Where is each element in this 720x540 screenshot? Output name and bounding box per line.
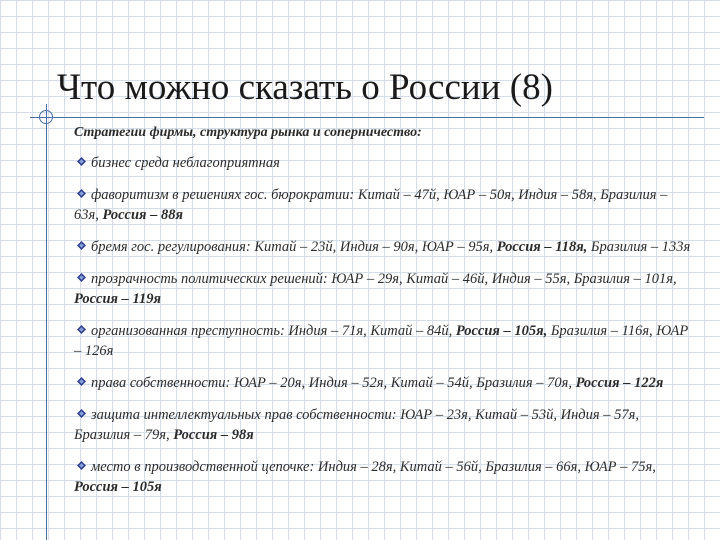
diamond-star-icon <box>77 157 86 166</box>
list-item-text: бизнес среда неблагоприятная <box>91 155 280 171</box>
russia-ranking: Россия – 119я <box>74 291 161 307</box>
list-item <box>74 185 694 225</box>
slide-title: Что можно сказать о России (8) <box>57 67 553 108</box>
left-vertical-rule <box>46 104 47 540</box>
diamond-star-icon <box>77 189 86 198</box>
diamond-star-icon <box>77 461 86 470</box>
diamond-star-icon <box>77 409 86 418</box>
list-item <box>74 373 694 393</box>
diamond-star-icon <box>77 325 86 334</box>
list-item-text: бремя гос. регулирования: Китай – 23й, Индия – 90я, ЮАР – 95я, <box>91 239 497 255</box>
rule-circle-ornament <box>39 110 53 124</box>
list-item <box>74 405 694 445</box>
list-item <box>74 237 694 257</box>
russia-ranking: Россия – 88я <box>102 207 183 223</box>
list-item-text: права собственности: ЮАР – 20я, Индия – 52я, Китай – 54й, Бразилия – 70я, <box>91 375 576 391</box>
list-item-text: защита интеллектуальных прав собственности: ЮАР – 23я, Китай – 53й, Индия – 57я, Бразилия – 79я, <box>74 407 639 443</box>
title-divider <box>30 117 704 118</box>
russia-ranking: Россия – 105я, <box>455 323 548 339</box>
russia-ranking: Россия – 118я, <box>496 239 588 255</box>
list-item <box>74 457 694 497</box>
diamond-star-icon <box>77 273 86 282</box>
diamond-star-icon <box>77 241 86 250</box>
list-item-text: организованная преступность: Индия – 71я, Китай – 84й, <box>91 323 456 339</box>
list-item-text: фаворитизм в решениях гос. бюрократии: Китай – 47й, ЮАР – 50я, Индия – 58я, Бразилия – 63я, <box>74 187 668 223</box>
list-item-tail: Бразилия – 133я <box>587 239 691 255</box>
list-item <box>74 269 694 309</box>
bullet-list <box>74 153 694 497</box>
list-item-tail: Бразилия – 116я, ЮАР – 126я <box>74 323 689 359</box>
russia-ranking: Россия – 105я <box>74 479 162 495</box>
list-item <box>74 153 694 173</box>
diamond-star-icon <box>77 377 86 386</box>
russia-ranking: Россия – 98я <box>173 427 254 443</box>
list-item <box>74 321 694 361</box>
section-heading: Стратегии фирмы, структура рынка и соперничество: <box>74 125 422 140</box>
list-item-text: место в производственной цепочке: Индия – 28я, Китай – 56й, Бразилия – 66я, ЮАР – 75я, <box>91 459 656 475</box>
slide-body <box>74 124 694 509</box>
list-item-text: прозрачность политических решений: ЮАР – 29я, Китай – 46й, Индия – 55я, Бразилия – 101я, <box>91 271 677 287</box>
russia-ranking: Россия – 122я <box>575 375 664 391</box>
